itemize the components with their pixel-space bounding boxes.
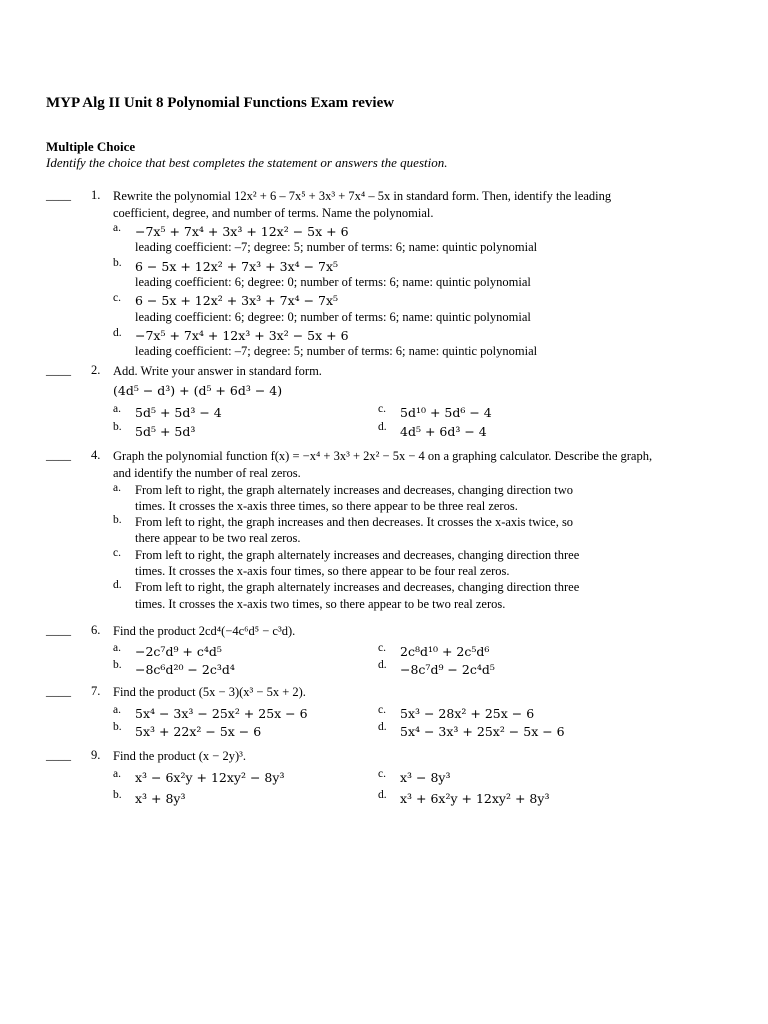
choice-expr: 2c⁸d¹⁰ + 2c⁵d⁶ xyxy=(400,644,490,659)
choice-label: b. xyxy=(113,257,122,269)
choice-label: a. xyxy=(113,704,121,716)
question-number: 7. xyxy=(91,684,101,698)
choice-expr: x³ + 6x²y + 12xy² + 8y³ xyxy=(400,791,550,806)
choice-line: times. It crosses the x-axis two times, so there appear to be two real zeros. xyxy=(135,597,506,611)
choice-detail: leading coefficient: –7; degree: 5; number of terms: 6; name: quintic polynomial xyxy=(135,344,538,358)
choice-label: c. xyxy=(378,768,386,780)
choice-label: a. xyxy=(113,403,121,415)
choice-expr: 6 − 5x + 12x² + 3x³ + 7x⁴ − 7x⁵ xyxy=(135,293,339,308)
choice-expr: −8c⁷d⁹ − 2c⁴d⁵ xyxy=(400,662,495,677)
choice-expr: −7x⁵ + 7x⁴ + 3x³ + 12x² − 5x + 6 xyxy=(135,224,349,239)
choice-expr: 5x⁴ − 3x³ + 25x² − 5x − 6 xyxy=(400,724,565,739)
choice-detail: leading coefficient: –7; degree: 5; number of terms: 6; name: quintic polynomial xyxy=(135,240,538,254)
choice-label: d. xyxy=(378,659,387,671)
answer-blank[interactable]: ____ xyxy=(46,188,71,202)
choice-expr: 5x⁴ − 3x³ − 25x² + 25x − 6 xyxy=(135,706,308,721)
choice-expr: 5d¹⁰ + 5d⁶ − 4 xyxy=(400,405,492,420)
choice-expr: x³ + 8y³ xyxy=(135,791,186,806)
question-text: Add. Write your answer in standard form. xyxy=(113,364,322,378)
question-text: Find the product (5x − 3)(x³ − 5x + 2). xyxy=(113,685,306,699)
choice-line: From left to right, the graph alternately increases and decreases, changing direction three xyxy=(135,548,580,562)
choice-detail: leading coefficient: 6; degree: 0; number of terms: 6; name: quintic polynomial xyxy=(135,310,531,324)
choice-label: c. xyxy=(113,547,121,559)
question-expression: (4d⁵ − d³) + (d⁵ + 6d³ − 4) xyxy=(113,383,283,398)
choice-label: d. xyxy=(378,721,387,733)
choice-expr: −7x⁵ + 7x⁴ + 12x³ + 3x² − 5x + 6 xyxy=(135,328,349,343)
choice-label: a. xyxy=(113,222,121,234)
choice-expr: 5x³ − 28x² + 25x − 6 xyxy=(400,706,535,721)
choice-label: b. xyxy=(113,659,122,671)
question-text: Rewrite the polynomial 12x² + 6 – 7x⁵ + 3x³ + 7x⁴ – 5x in standard form. Then, identify the leading xyxy=(113,189,612,203)
choice-line: times. It crosses the x-axis four times, so there appear to be four real zeros. xyxy=(135,564,510,578)
choice-expr: −2c⁷d⁹ + c⁴d⁵ xyxy=(135,644,222,659)
choice-label: d. xyxy=(113,579,122,591)
answer-blank[interactable]: ____ xyxy=(46,684,71,698)
page-title: MYP Alg II Unit 8 Polynomial Functions Exam review xyxy=(46,95,395,111)
choice-label: d. xyxy=(378,789,387,801)
choice-label: d. xyxy=(378,421,387,433)
choice-label: a. xyxy=(113,482,121,494)
section-heading: Multiple Choice xyxy=(46,139,136,154)
choice-label: b. xyxy=(113,514,122,526)
choice-label: d. xyxy=(113,327,122,339)
choice-line: there appear to be two real zeros. xyxy=(135,531,301,545)
question-number: 4. xyxy=(91,448,101,462)
question-text: Find the product (x − 2y)³. xyxy=(113,749,247,763)
choice-label: c. xyxy=(378,704,386,716)
instructions: Identify the choice that best completes the statement or answers the question. xyxy=(46,155,448,170)
answer-blank[interactable]: ____ xyxy=(46,623,71,637)
question-number: 2. xyxy=(91,363,101,377)
choice-line: From left to right, the graph alternately increases and decreases, changing direction two xyxy=(135,483,574,497)
choice-line: From left to right, the graph increases and then decreases. It crosses the x-axis twice, so xyxy=(135,515,574,529)
answer-blank[interactable]: ____ xyxy=(46,748,71,762)
choice-detail: leading coefficient: 6; degree: 0; number of terms: 6; name: quintic polynomial xyxy=(135,275,531,289)
choice-expr: 4d⁵ + 6d³ − 4 xyxy=(400,424,487,439)
question-text-cont: and identify the number of real zeros. xyxy=(113,466,301,480)
question-number: 1. xyxy=(91,188,101,202)
answer-blank[interactable]: ____ xyxy=(46,448,71,462)
answer-blank[interactable]: ____ xyxy=(46,363,71,377)
choice-expr: 5d⁵ + 5d³ − 4 xyxy=(135,405,222,420)
choice-label: b. xyxy=(113,789,122,801)
choice-label: c. xyxy=(378,642,386,654)
choice-line: times. It crosses the x-axis three times, so there appear to be three real zeros. xyxy=(135,499,518,513)
choice-expr: −8c⁶d²⁰ − 2c³d⁴ xyxy=(135,662,235,677)
question-text-cont: coefficient, degree, and number of terms. Name the polynomial. xyxy=(113,206,434,220)
choice-label: c. xyxy=(113,292,121,304)
choice-line: From left to right, the graph alternately increases and decreases, changing direction three xyxy=(135,580,580,594)
question-number: 6. xyxy=(91,623,101,637)
choice-label: b. xyxy=(113,721,122,733)
choice-label: b. xyxy=(113,421,122,433)
choice-expr: 6 − 5x + 12x² + 7x³ + 3x⁴ − 7x⁵ xyxy=(135,259,339,274)
choice-expr: 5x³ + 22x² − 5x − 6 xyxy=(135,724,262,739)
question-number: 9. xyxy=(91,748,101,762)
question-text: Find the product 2cd⁴(−4c⁶d⁵ − c³d). xyxy=(113,624,296,638)
choice-label: a. xyxy=(113,768,121,780)
question-text: Graph the polynomial function f(x) = −x⁴ + 3x³ + 2x² − 5x − 4 on a graphing calculator. Describe the graph, xyxy=(113,449,653,463)
choice-label: c. xyxy=(378,403,386,415)
choice-label: a. xyxy=(113,642,121,654)
choice-expr: x³ − 8y³ xyxy=(400,770,451,785)
choice-expr: 5d⁵ + 5d³ xyxy=(135,424,196,439)
choice-expr: x³ − 6x²y + 12xy² − 8y³ xyxy=(135,770,285,785)
